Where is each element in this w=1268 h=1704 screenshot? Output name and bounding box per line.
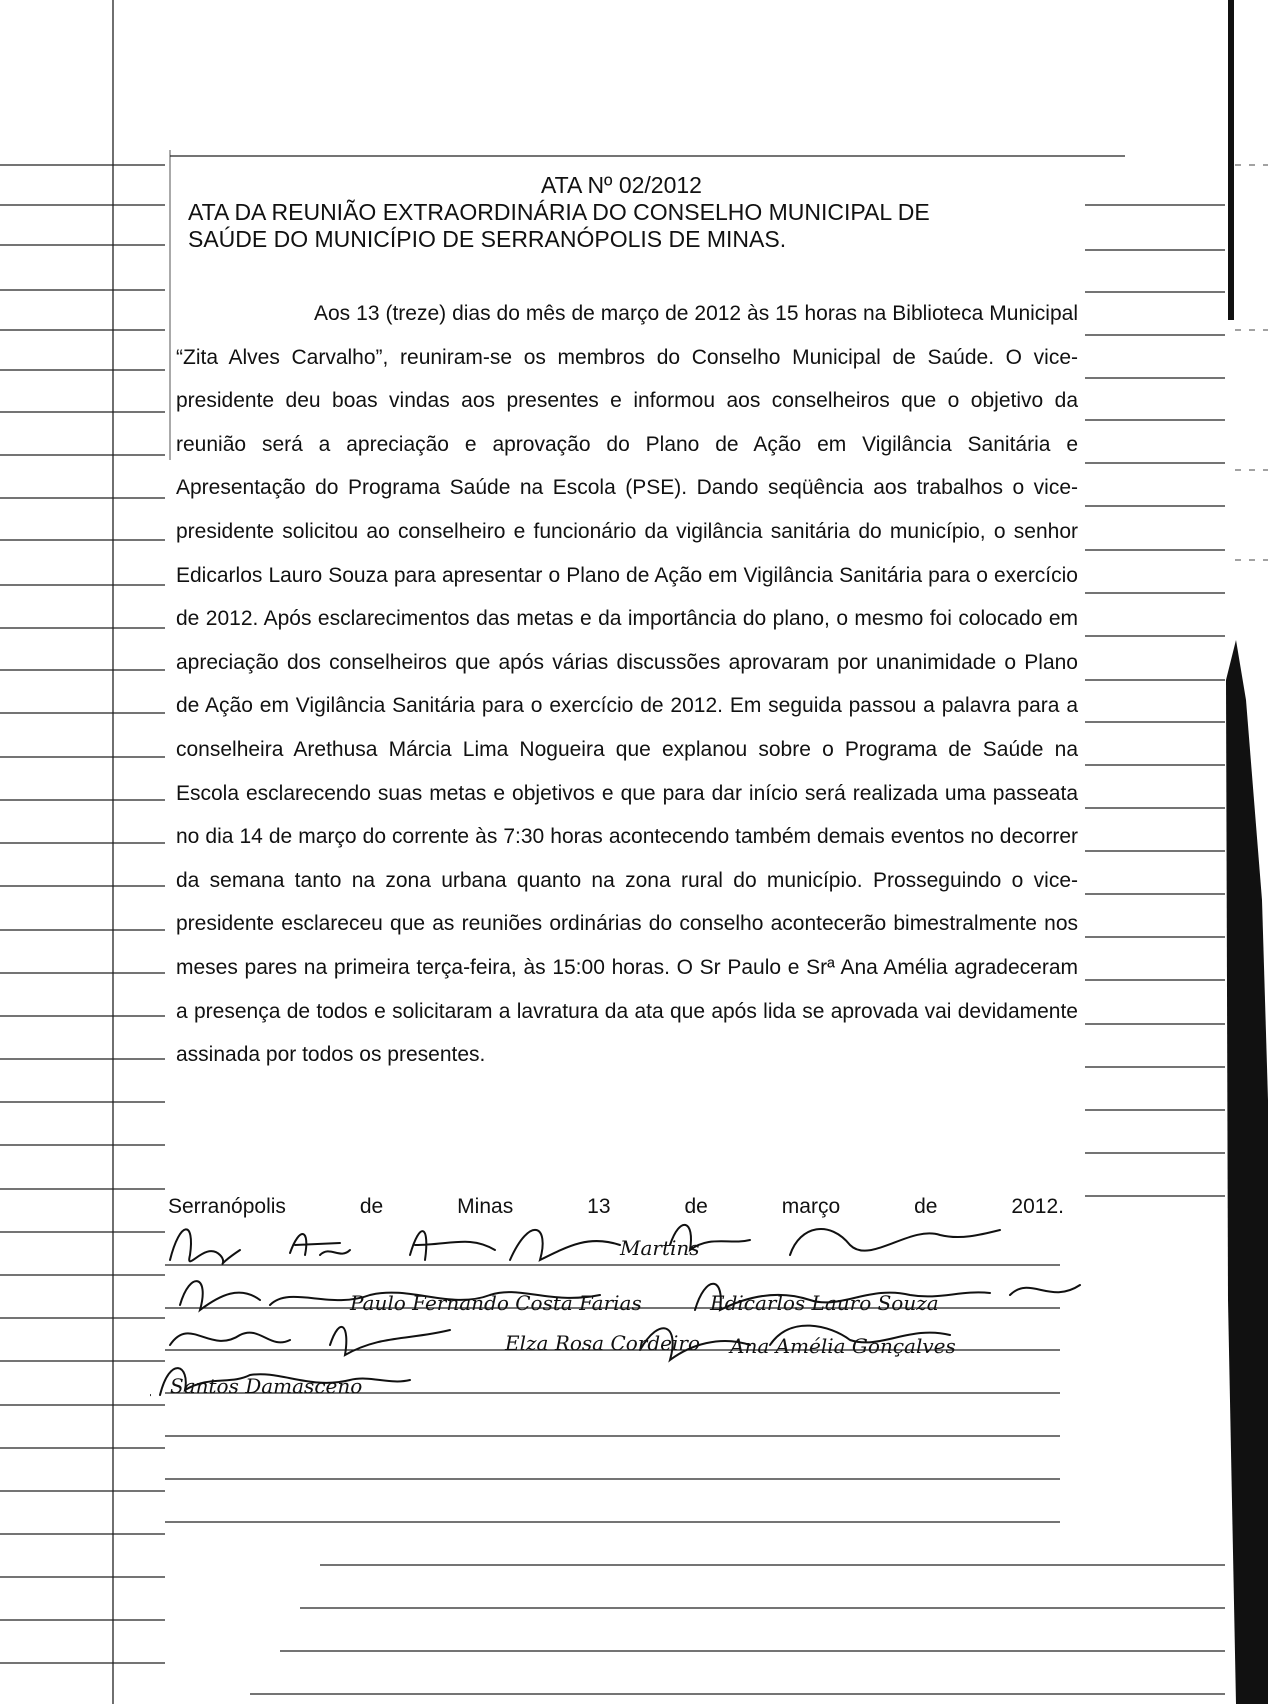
ata-number: ATA Nº 02/2012 (541, 172, 702, 198)
signature-6: Santos Damasceno (170, 1374, 363, 1398)
place-date-word: de (684, 1195, 708, 1218)
signature-4: Elza Rosa Cordeiro (505, 1331, 700, 1355)
signature-1: Martins (620, 1236, 700, 1260)
title-line-2: SAÚDE DO MUNICÍPIO DE SERRANÓPOLIS DE MINAS. (188, 226, 787, 252)
signature-5: Ana Amélia Gonçalves (730, 1334, 956, 1358)
place-date-word: Minas (457, 1195, 514, 1218)
place-date-word: de (359, 1195, 384, 1218)
title-line-1: ATA DA REUNIÃO EXTRAORDINÁRIA DO CONSELHO MUNICIPAL DE (188, 199, 930, 225)
signature-3: Edicarlos Lauro Souza (710, 1291, 939, 1315)
signature-2: Paulo Fernando Costa Farias (350, 1291, 642, 1315)
document-header (188, 172, 1088, 253)
place-date-word: 2012. (1011, 1195, 1064, 1218)
place-date-word: Serranópolis (168, 1195, 286, 1218)
minutes-body: Aos 13 (treze) dias do mês de março de 2012 às 15 horas na Biblioteca Municipal “Zita Alves Carvalho”, reuniram-se os membros do Conselho Municipal de Saúde. O vice-presidente deu boas vindas aos presentes e informou aos conselheiros que o objetivo da reunião será a apreciação e aprovação do Plano de Ação em Vigilância Sanitária e Apresentação do Programa Saúde na Escola (PSE). Dando seqüência aos trabalhos o vice-presidente solicitou ao conselheiro e funcionário da vigilância sanitária do município, o senhor Edicarlos Lauro Souza para apresentar o Plano de Ação em Vigilância Sanitária para o exercício de 2012. Após esclarecimentos das metas e da importância do plano, o mesmo foi colocado em apreciação dos conselheiros que após várias discussões aprovaram por unanimidade o Plano de Ação em Vigilância Sanitária para o exercício de 2012. Em seguida passou a palavra para a conselheira Arethusa Márcia Lima Nogueira que explanou sobre o Programa de Saúde na Escola esclarecendo suas metas e objetivos e que para dar início será realizada uma passeata no dia 14 de março do corrente às 7:30 horas acontecendo também demais eventos no decorrer da semana tanto na zona urbana quanto na zona rural do município. Prosseguindo o vice-presidente esclareceu que as reuniões ordinárias do conselho acontecerão bimestralmente nos meses pares na primeira terça-feira, às 15:00 horas. O Sr Paulo e Srª Ana Amélia agradeceram a presença de todos e solicitaram a lavratura da ata que após lida se aprovada vai devidamente assinada por todos os presentes. (176, 302, 1078, 1067)
signatures-area (150, 1215, 1090, 1405)
place-date-word: de (914, 1195, 938, 1218)
place-date-word: março (781, 1195, 841, 1218)
place-date-word: 13 (587, 1195, 611, 1218)
